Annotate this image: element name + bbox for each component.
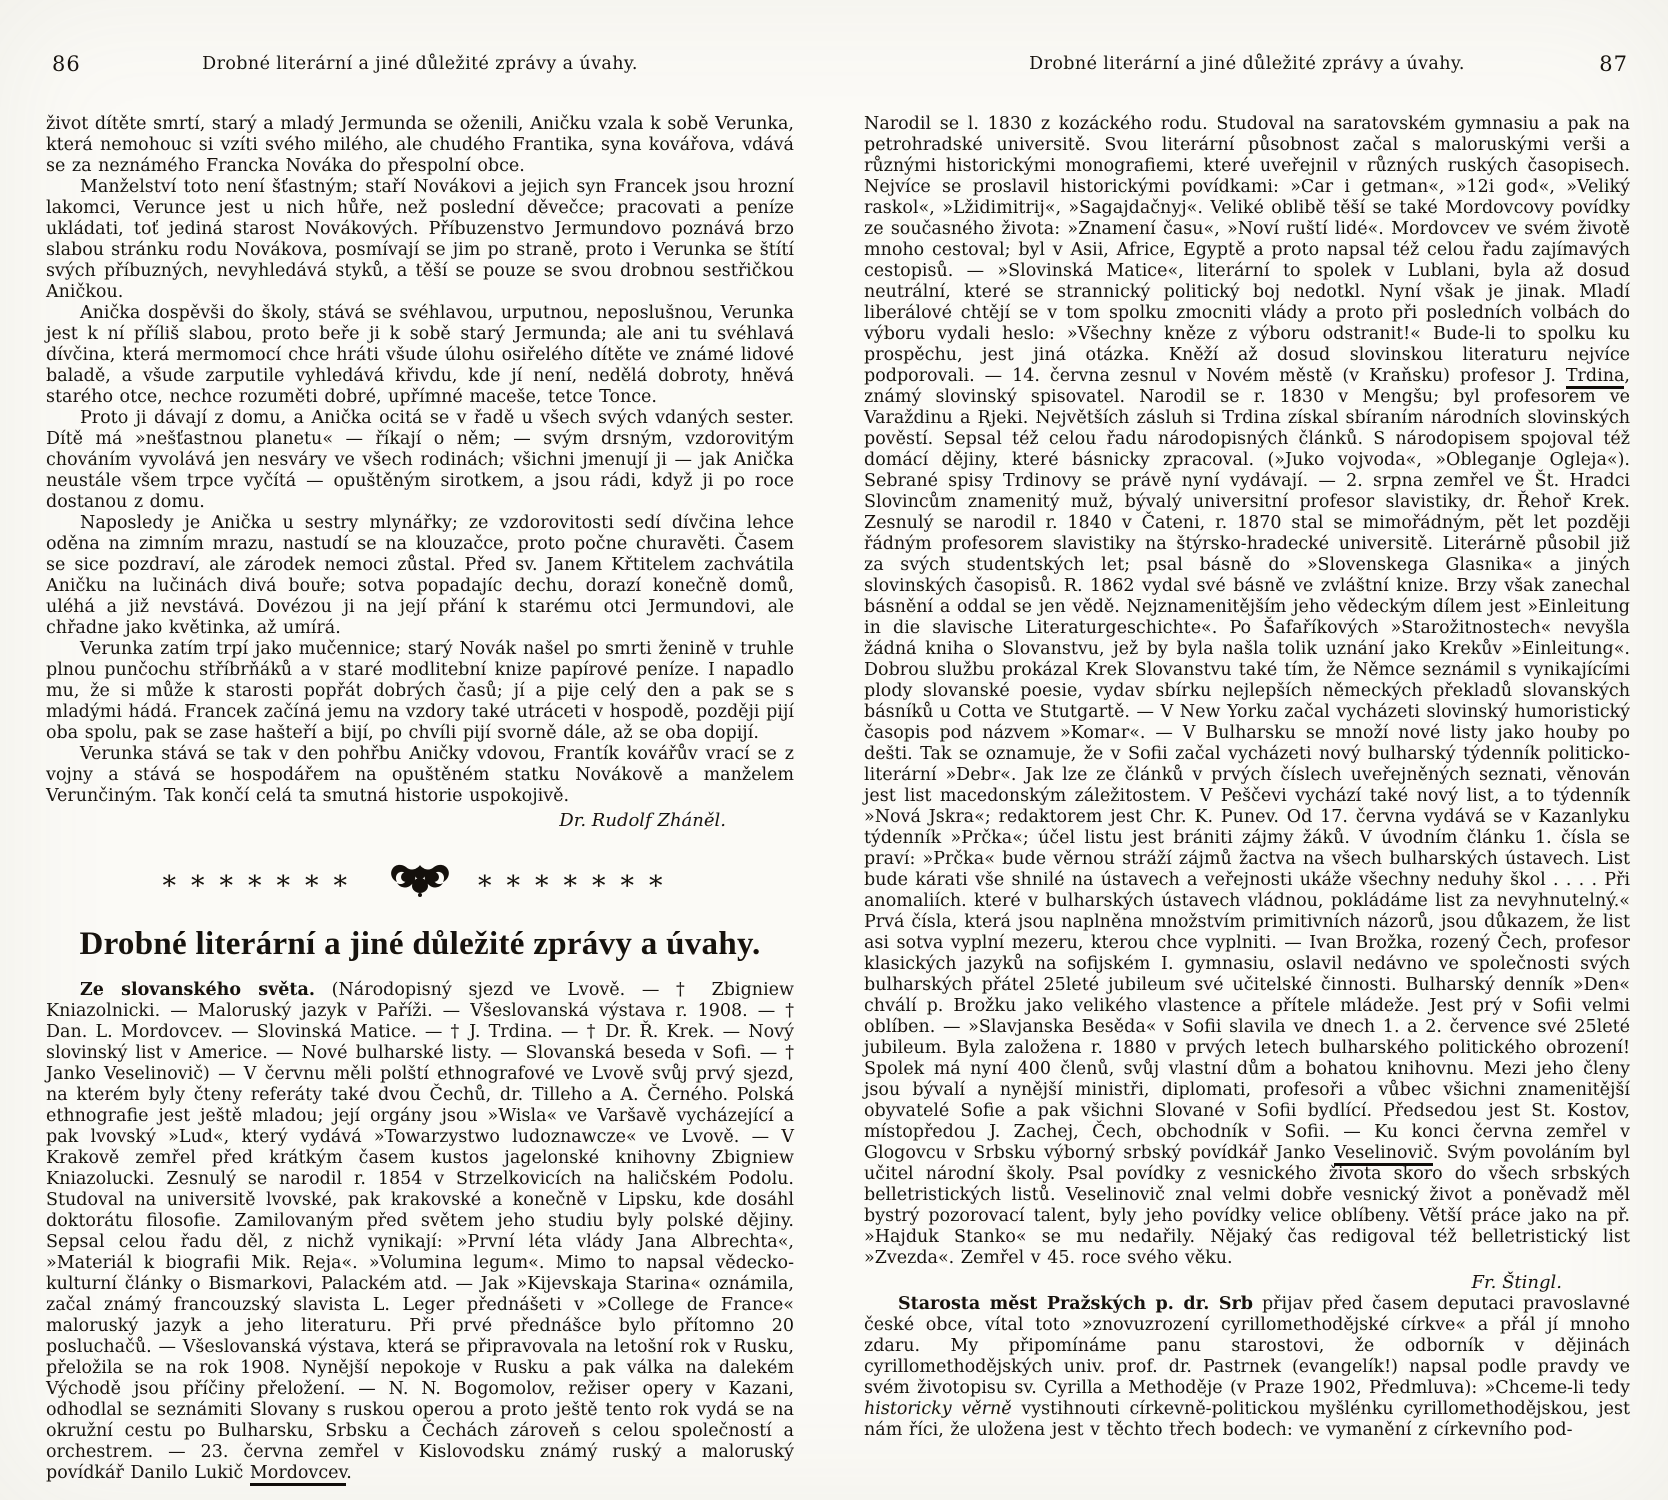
text-run-marked: Mordovcev — [250, 1463, 346, 1486]
text-run-bold: Starosta měst Pražských p. dr. Srb — [898, 1294, 1253, 1314]
right-article-body-2 — [864, 1294, 1630, 1441]
paragraph — [46, 177, 794, 303]
text-run: Verunka zatím trpí jako mučennice; starý Novák našel po smrti ženině v truhle plnou punčochu stříbrňáků a v staré modlitební knize papírové peníze. I napadlo mu, že si může k starosti popřát dobrých časů; jí a pije celý den a pak se s mladými hádá. Francek začíná jemu na vzdory také utráceti v hospodě, později pijí oba spolu, pak se zase hašteří a bijí, po chvíli pijí svorně dále, až se oba dopijí. — [46, 639, 794, 743]
paragraph — [46, 513, 794, 639]
text-run: vystihnouti církevně-politickou myšlénku cyrillomethodějskou, jest nám říci, že uložena jest v těchto třech bodech: ve vymanění z církevního pod- — [864, 1399, 1630, 1440]
text-run: Manželství toto není šťastným; staří Novákovi a jejich syn Francek jsou hrozní lakomci, Verunce jest u nich hůře, než poslední děvečce; pracovati a peníze ukládati, toť jediná starost Novákových. Příbuzenstvo Jermundovo poznává brzo slabou stránku rodu Novákova, posmívají se jim po straně, proto i Verunka se štítí svých příbuzných, nevyhledává styků, a těší se pouze se svou drobnou sestřičkou Aničkou. — [46, 177, 794, 302]
running-head-left — [46, 54, 794, 80]
running-title-left: Drobné literární a jiné důležité zprávy a úvahy. — [202, 54, 638, 74]
paragraph — [46, 980, 794, 1484]
left-article-body — [46, 114, 794, 807]
right-article-body — [864, 114, 1630, 1269]
section-title: Drobné literární a jiné důležité zprávy a úvahy. — [79, 926, 761, 962]
asterisk-row-left: ******* — [162, 870, 362, 902]
text-run: život dítěte smrtí, starý a mladý Jermunda se oženili, Aničku vzala k sobě Verunka, která nemohouc si vzíti svého milého, ale chudého Frantika, syna kovářova, vdává se za neznámého Francka Nováka do přespolní obce. — [46, 114, 794, 176]
text-run: přijav před časem deputaci pravoslavné české obce, vítal toto »znovuzrození cyrillomethodějské církve« a přál jí mnoho zdaru. My připomínáme panu starostovi, že odborník v dějinách cyrillomethodějských univ. prof. dr. Pastrnek (evangelík!) napsal podle pravdy ve svém životopisu sv. Cyrilla a Methoděje (v Praze 1902, Předmluva): »Chceme-li tedy — [864, 1294, 1630, 1398]
paragraph — [46, 303, 794, 408]
paragraph — [46, 408, 794, 513]
page-right — [834, 0, 1668, 1500]
text-run: Naposledy je Anička u sestry mlynářky; ze vzdorovitosti sedí dívčina lehce oděna na zimním mrazu, nastudí se na klouzačce, proto počne churavěti. Časem se sice pozdraví, ale zárodek nemoci zůstal. Před sv. Janem Křtitelem zachvátila Aničku na lučinách divá bouře; sotva popadajíc dechu, dorazí konečně domů, uléhá a již nevstává. Dovézou ji na její přání k starému otci Jermundovi, ale chřadne jako květinka, až umírá. — [46, 513, 794, 638]
paragraph — [864, 1294, 1630, 1441]
text-run: . Svým povoláním byl učitel národní školy. Psal povídky z vesnického života skoro do všech srbských belletristických listů. Veselinovič znal velmi dobře vesnický život a poněvadž měl bystrý pozorovací talent, byly jeho povídky velice oblíbeny. Větší práce jako na př. »Hajduk Stanko« se mu nedařily. Nějaký čas redigoval též belletristický list »Zvezda«. Zemřel v 45. roce svého věku. — [864, 1143, 1630, 1268]
page-number-right: 87 — [1599, 52, 1628, 76]
paragraph — [46, 744, 794, 807]
running-title-right: Drobné literární a jiné důležité zprávy a úvahy. — [1029, 54, 1465, 74]
paragraph — [864, 114, 1630, 1269]
text-run-marked: Veselinovič — [1334, 1143, 1433, 1166]
page-number-left: 86 — [52, 52, 81, 76]
text-run: Verunka stává se tak v den pohřbu Aničky vdovou, Frantík kovářův vrací se z vojny a stává se hospodářem na opuštěném statku Novákově a manželem Verunčiným. Tak končí celá ta smutná historie uspokojivě. — [46, 744, 794, 806]
author-signature-left: Dr. Rudolf Zháněl. — [559, 810, 726, 831]
text-run: Narodil se l. 1830 z kozáckého rodu. Studoval na saratovském gymnasiu a pak na petrohradské universitě. Svou literární působnost začal s maloruskými verši a různými historickými monografiemi, které uveřejnil v různých ruských časopisech. Nejvíce se proslavil historickými povídkami: »Car i getman«, »12i god«, »Veliký raskol«, »Lžidimitrij«, »Sagajdačnyj«. Veliké oblibě těší se také Mordovcovy povídky ze současného života: »Znamení času«, »Noví ruští lidé«. Mordovcev ve svém životě mnoho cestoval; byl v Asii, Africe, Egyptě a proto napsal též celou řadu zajímavých cestopisů. — »Slovinská Matice«, literární to spolek v Lublani, byla až dosud neutrální, které se strannický politický boj nedotkl. Nyní však je jinak. Mladí liberálové chtějí se v tom spolku zmocniti vlády a proto při posledních volbách do výboru vydali heslo: »Všechny kněze z výboru odstranit!« Bude-li to spolku ku prospěchu, jest jiná otázka. Kněží až dosud slovinskou literaturu nejvíce podporovali. — 14. června zesnul v Novém městě (v Kraňsku) profesor J. — [864, 114, 1630, 386]
text-run-marked: Trdina — [1566, 366, 1625, 389]
author-signature-right: Fr. Štingl. — [1471, 1272, 1562, 1293]
paragraph — [46, 639, 794, 744]
text-run-italic: historicky věrně — [864, 1399, 1012, 1419]
running-head-right — [864, 54, 1630, 80]
text-run: . — [346, 1463, 352, 1483]
text-run-bold: Ze slovanského světa. — [80, 980, 315, 1000]
text-run: (Národopisný sjezd ve Lvově. — † Zbigniew Kniazolnicki. — Maloruský jazyk v Paříži. — Všeslovanská výstava r. 1908. — † Dan. L. Mordovcev. — Slovinská Matice. — † J. Trdina. — † Dr. Ř. Krek. — Nový slovinský list v Americe. — Nové bulharské listy. — Slovanská beseda v Sofi. — † Janko Veselinovič) — V červnu měli polští ethnografové ve Lvově svůj prvý sjezd, na kterém byly čteny referáty také dvou Čechů, dr. Tilleho a A. Černého. Polská ethnografie jest ještě mladou; její orgány jsou »Wisla« ve Varšavě vycházející a pak lvovský »Lud«, který vydává »Towarzystwo ludoznawcze« ve Lvově. — V Krakově zemřel před krátkým časem kustos jagelonské knihovny Zbigniew Kniazolucki. Zesnulý se narodil r. 1854 v Strzelkovicích na haličském Podolu. Studoval na universitě lvovské, pak krakovské a konečně v Lipsku, kde dosáhl doktorátu filosofie. Zamilovaným před světem jeho studiu byly polské dějiny. Sepsal celou řadu děl, z nichž vynikají: »První léta vlády Jana Albrechta«, »Materiál k biografii Mik. Reja«. »Volumina legum«. Mimo to napsal vědecko-kulturní články o Bismarkovi, Palackém atd. — Jak »Kijevskaja Starina« oznámila, začal známý francouzský slavista L. Leger přednášeti v »College de France« maloruský jazyk a jeho literaturu. Při prvé přednášce bylo přítomno 20 posluchačů. — Všeslovanská výstava, která se připravovala na letošní rok v Rusku, přeložila se na rok 1908. Nynější nepokoje v Rusku a pak válka na dalekém Východě jsou příčiny přeložení. — N. N. Bogomolov, režiser opery v Kazani, odhodlal se seznámiti Slovany s ruskou operou a proto ještě tento rok vydá se na okružní cestu po Bulharsku, Srbsku a Čechách zároveň s celou společností a orchestrem. — 23. června zemřel v Kislovodsku známý ruský a maloruský povídkář Danilo Lukič — [46, 980, 794, 1483]
text-run: Proto ji dávají z domu, a Anička ocitá se v řadě u všech svých vdaných sester. Dítě má »nešťastnou planetu« — říkají o něm; — svým drsným, vzdorovitým chováním vyvolává jen nesváry ve všech rodinách; všichni jmenují ji — jak Anička neustále všem trpce vyčítá — opuštěným sirotkem, a jsou rádi, když ji po roce dostanou z domu. — [46, 408, 794, 512]
left-section-body — [46, 980, 794, 1484]
text-run: , známý slovinský spisovatel. Narodil se r. 1830 v Mengšu; byl profesorem ve Varaždinu a Rjeki. Největších zásluh si Trdina získal sbíraním národních slovinských pověstí. Sepsal též celou řadu národopisných článků. S národopisem spojoval též domácí dějiny, které básnicky zpracoval. (»Juko vojvoda«, »Obleganje Ogleja«). Sebrané spisy Trdinovy se právě nyní vydávají. — 2. srpna zemřel ve Št. Hradci Slovincům znamenitý muž, bývalý universitní profesor slavistiky, dr. Řehoř Krek. Zesnulý se narodil r. 1840 v Čateni, r. 1870 stal se mimořádným, pět let později řádným profesorem slavistiky na štýrsko-hradecké universitě. Literárně působil již za svých studentských let; psal básně do »Slovenskega Glasnika« a jiných slovinských časopisů. R. 1862 vydal své básně ve zvláštní knize. Brzy však zanechal básnění a oddal se jen vědě. Nejznamenitějším jeho vědeckým dílem jest »Einleitung in die slavische Literaturgeschichte«. Po Šafaříkových »Starožitnostech« nevyšla žádná kniha o Slovanstvu, jež by byla našla tolik uznání jako Krekův »Einleitung«. Dobrou službu prokázal Krek Slovanstvu také tím, že Němce seznámil s vynikajícími plody slovanské poesie, vydav sbírku nejlepších německých překladů slovanských básníků u Cotta ve Stutgartě. — V New Yorku začal vycházeti slovinský humoristický časopis pod názvem »Komar«. — V Bulharsku se množí nové listy jako houby po dešti. Tak se oznamuje, že v Sofii začal vycházeti nový bulharský týdenník politicko-literární »Debr«. Jak lze ze článků v prvých číslech uveřejněných seznati, věnován jest list macedonským záležitostem. V Peščevi vychází také nový list, a to týdenník »Nová Jskra«; redaktorem jest Chr. K. Punev. Od 17. června vydává se v Kazanlyku týdenník »Prčka«; účel listu jest brániti zájmy žáků. V úvodním článku 1. čísla se praví: »Prčka« bude věrnou stráží zájmů žactva na všech bulharských ústavech. List bude kárati vše shnilé na ústavech a veřejnosti ukáže všechny neduhy škol . . . . Při anomaliích. které v bulharských ústavech vládnou, pokládáme list za nevyhnutelný.« Prvá čísla, která jsou naplněna množstvím primitivních názorů, jsou důkazem, že list asi sotva vyplní mezeru, kterou chce vyplniti. — Ivan Brožka, rozený Čech, profesor klasických jazyků na sofijském I. gymnasiu, oslavil nedávno ve společnosti svých bulharských přátel 25leté jubileum své učitelské činnosti. Bulharský denník »Den« chválí p. Brožku jako velikého vlastence a přítele mládeže. Jest prý v Sofii velmi oblíben. — »Slavjanska Besěda« v Sofii slavila ve dnech 1. a 2. července své 25leté jubileum. Byla založena r. 1880 v prvých letech bulharského politického obrození! Spolek má nyní 400 členů, svůj vlastní dům a bohatou knihovnu. Mezi jeho členy jsou bývalí a nynější ministři, diplomati, profesoři a vůbec všichni znamenitější obyvatelé Sofie a pak všichni Slované v Sofii bydlící. Předsedou jest St. Kostov, místopředou J. Zachej, Čech, obchodník v Sofii. — Ku konci června zemřel v Glogovcu v Srbsku výborný srbský povídkář Janko — [864, 366, 1630, 1163]
fleuron-ornament-icon — [378, 859, 462, 901]
text-run: Anička dospěvši do školy, stává se svéhlavou, urputnou, neposlušnou, Verunka jest k ní příliš slabou, proto beře ji k sobě starý Jermunda; ale ani tu svéhlavá dívčina, která mermomocí chce hráti všude úlohu osiřelého dítěte ve známé lidové baladě, a všude zarputile vyhledává křivdu, kde jí není, nedělá dobroty, hněvá starého otce, nechce rozuměti dobré, upřímné maceše, tetce Tonce. — [46, 303, 794, 407]
asterisk-row-right: ******* — [478, 870, 678, 902]
section-divider — [46, 862, 794, 902]
paragraph — [46, 114, 794, 177]
